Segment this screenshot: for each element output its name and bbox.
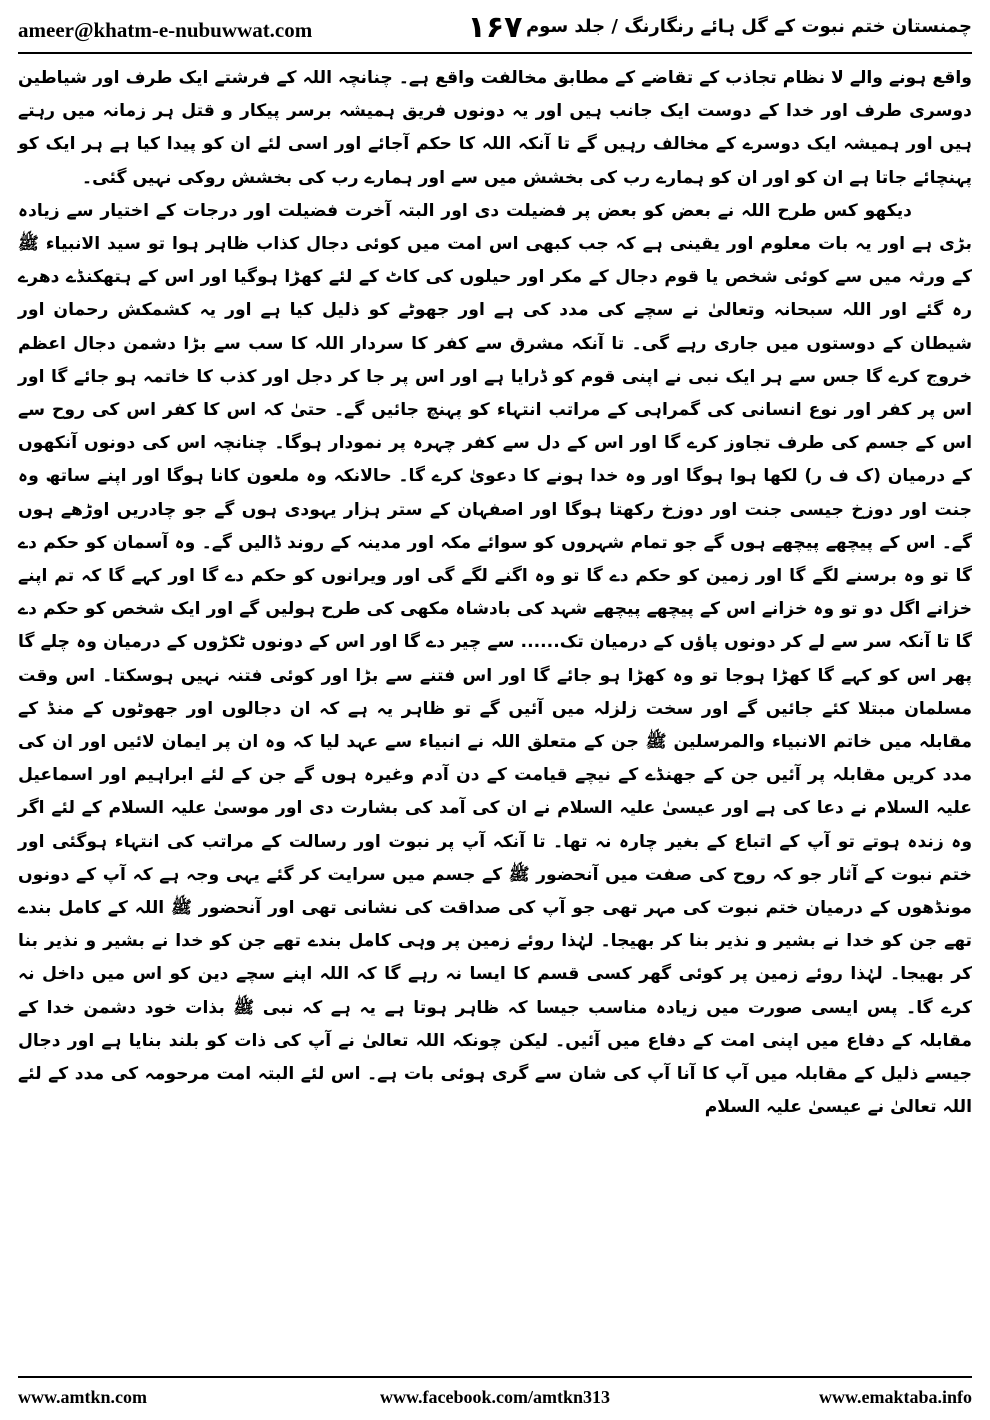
page-footer: [18, 1376, 972, 1414]
footer-ebook-link[interactable]: www.emaktaba.info: [818, 1387, 972, 1407]
footer-facebook-link[interactable]: www.facebook.com/amtkn313: [380, 1387, 610, 1407]
paragraph-1: واقع ہونے والے لا نظام تجاذب کے تقاضے کے مطابق مخالفت واقع ہے۔ چنانچہ اللہ کے فرشتے ایک طرف اور شیاطین دوسری طرف اور خدا کے دوست ایک جانب ہیں اور یہ دونوں فریق ہمیشہ برسر پیکار و قتل ہر زمانہ میں رہتے ہیں اور ہمیشہ ایک دوسرے کے مخالف رہیں گے تا آنکہ اللہ کا حکم آجائے اور اسی لئے ان کو پیدا کیا ہے ہر ایک کو پہنچائے جاتا ہے ان کو اور ان کو ہمارے رب کی بخشش میں سے اور ہمارے رب کی بخشش روکی نہیں گئی۔: [18, 68, 972, 188]
book-title: چمنستان ختم نبوت کے گل ہائے رنگارنگ / جلد سوم: [525, 16, 972, 37]
page-body: [18, 62, 972, 1362]
page-number: ۱۶۷: [467, 10, 523, 45]
paragraph-2: دیکھو کس طرح اللہ نے بعض کو بعض پر فضیلت دی اور البتہ آخرت فضیلت اور درجات کے اختیار سے زیادہ بڑی ہے اور یہ بات معلوم اور یقینی ہے کہ جب کبھی اس امت میں کوئی دجال کذاب ظاہر ہوا تو سید الانبیاء ﷺ کے ورثہ میں سے کوئی شخص یا قوم دجال کے مکر اور حیلوں کی کاٹ کے لئے کھڑا ہوگیا اور اس کے ہتھکنڈے دھرے رہ گئے اور اللہ سبحانہ وتعالیٰ نے سچے کی مدد کی ہے اور جھوٹے کو ذلیل کیا ہے اور یہ کشمکش رحمان اور شیطان کے دوستوں میں جاری رہے گی۔ تا آنکہ مشرق سے کفر کا سردار اللہ کا سب سے بڑا دشمن دجال اعظم خروج کرے گا جس سے ہر ایک نبی نے اپنی قوم کو ڈرایا ہے اور اس پر جا کر دجل اور کذب کا خاتمہ ہو جائے گا اور اس پر کفر اور نوع انسانی کی گمراہی کے مراتب انتہاء کو پہنچ جائیں گے۔ حتیٰ کہ اس کا کفر اس کی روح سے اس کے جسم کی طرف تجاوز کرے گا اور اس کے دل سے کفر چہرہ پر نمودار ہوگا۔ چنانچہ اس کی دونوں آنکھوں کے درمیان (ک ف ر) لکھا ہوا ہوگا اور وہ خدا ہونے کا دعویٰ کرے گا۔ حالانکہ وہ ملعون کانا ہوگا اور اپنے ساتھ وہ جنت اور دوزخ جیسی جنت اور دوزخ رکھتا ہوگا اور اصفہان کے ستر ہزار یہودی ہوں گے جو چادریں اوڑھے ہوں گے۔ اس کے پیچھے پیچھے ہوں گے جو تمام شہروں کو سوائے مکہ اور مدینہ کے روند ڈالیں گے۔ وہ آسمان کو حکم دے گا تو وہ برسنے لگے گا اور زمین کو حکم دے گا تو وہ اگنے لگے گی اور ویرانوں کو حکم دے گا اور کہے گا کہ تم اپنے خزانے اگل دو تو وہ خزانے اس کے پیچھے پیچھے شہد کی بادشاہ مکھی کی طرح ہولیں گے اور ایک شخص کو حکم دے گا تا آنکہ سر سے لے کر دونوں پاؤں کے درمیان تک...... سے چیر دے گا اور اس کے دونوں ٹکڑوں کے درمیان وہ چلے گا پھر اس کو کہے گا کھڑا ہوجا تو وہ کھڑا ہو جائے گا اور اس فتنے سے بڑا اور کوئی فتنہ نہیں ہوسکتا۔ اس وقت مسلمان مبتلا کئے جائیں گے اور سخت زلزلہ میں آئیں گے تو ظاہر یہ ہے کہ ان دجالوں اور جھوٹوں کے منڈ کے مقابلہ میں خاتم الانبیاء والمرسلین ﷺ جن کے متعلق اللہ نے انبیاء سے عہد لیا کہ وہ ان پر ایمان لائیں اور ان کی مدد کریں مقابلہ پر آئیں جن کے جھنڈے کے نیچے قیامت کے دن آدم وغیرہ ہوں گے جن کے لئے ابراہیم اور اسماعیل علیہ السلام نے دعا کی ہے اور عیسیٰ علیہ السلام نے ان کی آمد کی بشارت دی اور موسیٰ علیہ السلام کے لئے اگر وہ زندہ ہوتے تو آپ کے اتباع کے بغیر چارہ نہ تھا۔ تا آنکہ آپ پر نبوت اور رسالت کے مراتب کی انتہاء ہوگئی اور ختم نبوت کے آثار جو کہ روح کی صفت میں آنحضور ﷺ کے جسم میں سرایت کر گئے یہی وجہ ہے کہ آپ کے دونوں مونڈھوں کے درمیان ختم نبوت کی مہر تھی جو آپ کی صداقت کی نشانی تھی اور آنحضور ﷺ اللہ کے کامل بندے تھے جن کو خدا نے بشیر و نذیر بنا کر بھیجا۔ لہٰذا روئے زمین پر وہی کامل بندے تھے جن کو خدا نے بشیر و نذیر بنا کر بھیجا۔ لہٰذا روئے زمین پر کوئی گھر کسی قسم کا ایسا نہ رہے گا کہ اللہ اپنے سچے دین کو اس میں داخل نہ کرے گا۔ پس ایسی صورت میں زیادہ مناسب جیسا کہ ظاہر ہوتا ہے یہ ہے کہ نبی ﷺ بذات خود دشمن خدا کے مقابلہ کے دفاع میں اپنی امت کے دفاع میں آئیں۔ لیکن چونکہ اللہ تعالیٰ نے آپ کی ذات کو بلند بنایا ہے اور دجال جیسے ذلیل کے مقابلہ میں آپ کا آنا آپ کی شان سے گری ہوئی بات ہے۔ اس لئے البتہ امت مرحومہ کی مدد کے لئے اللہ تعالیٰ نے عیسیٰ علیہ السلام: [18, 200, 972, 1118]
footer-website-link[interactable]: www.amtkn.com: [18, 1387, 147, 1407]
header-email: ameer@khatm-e-nubuwwat.com: [18, 18, 313, 42]
page-header: [18, 8, 972, 54]
